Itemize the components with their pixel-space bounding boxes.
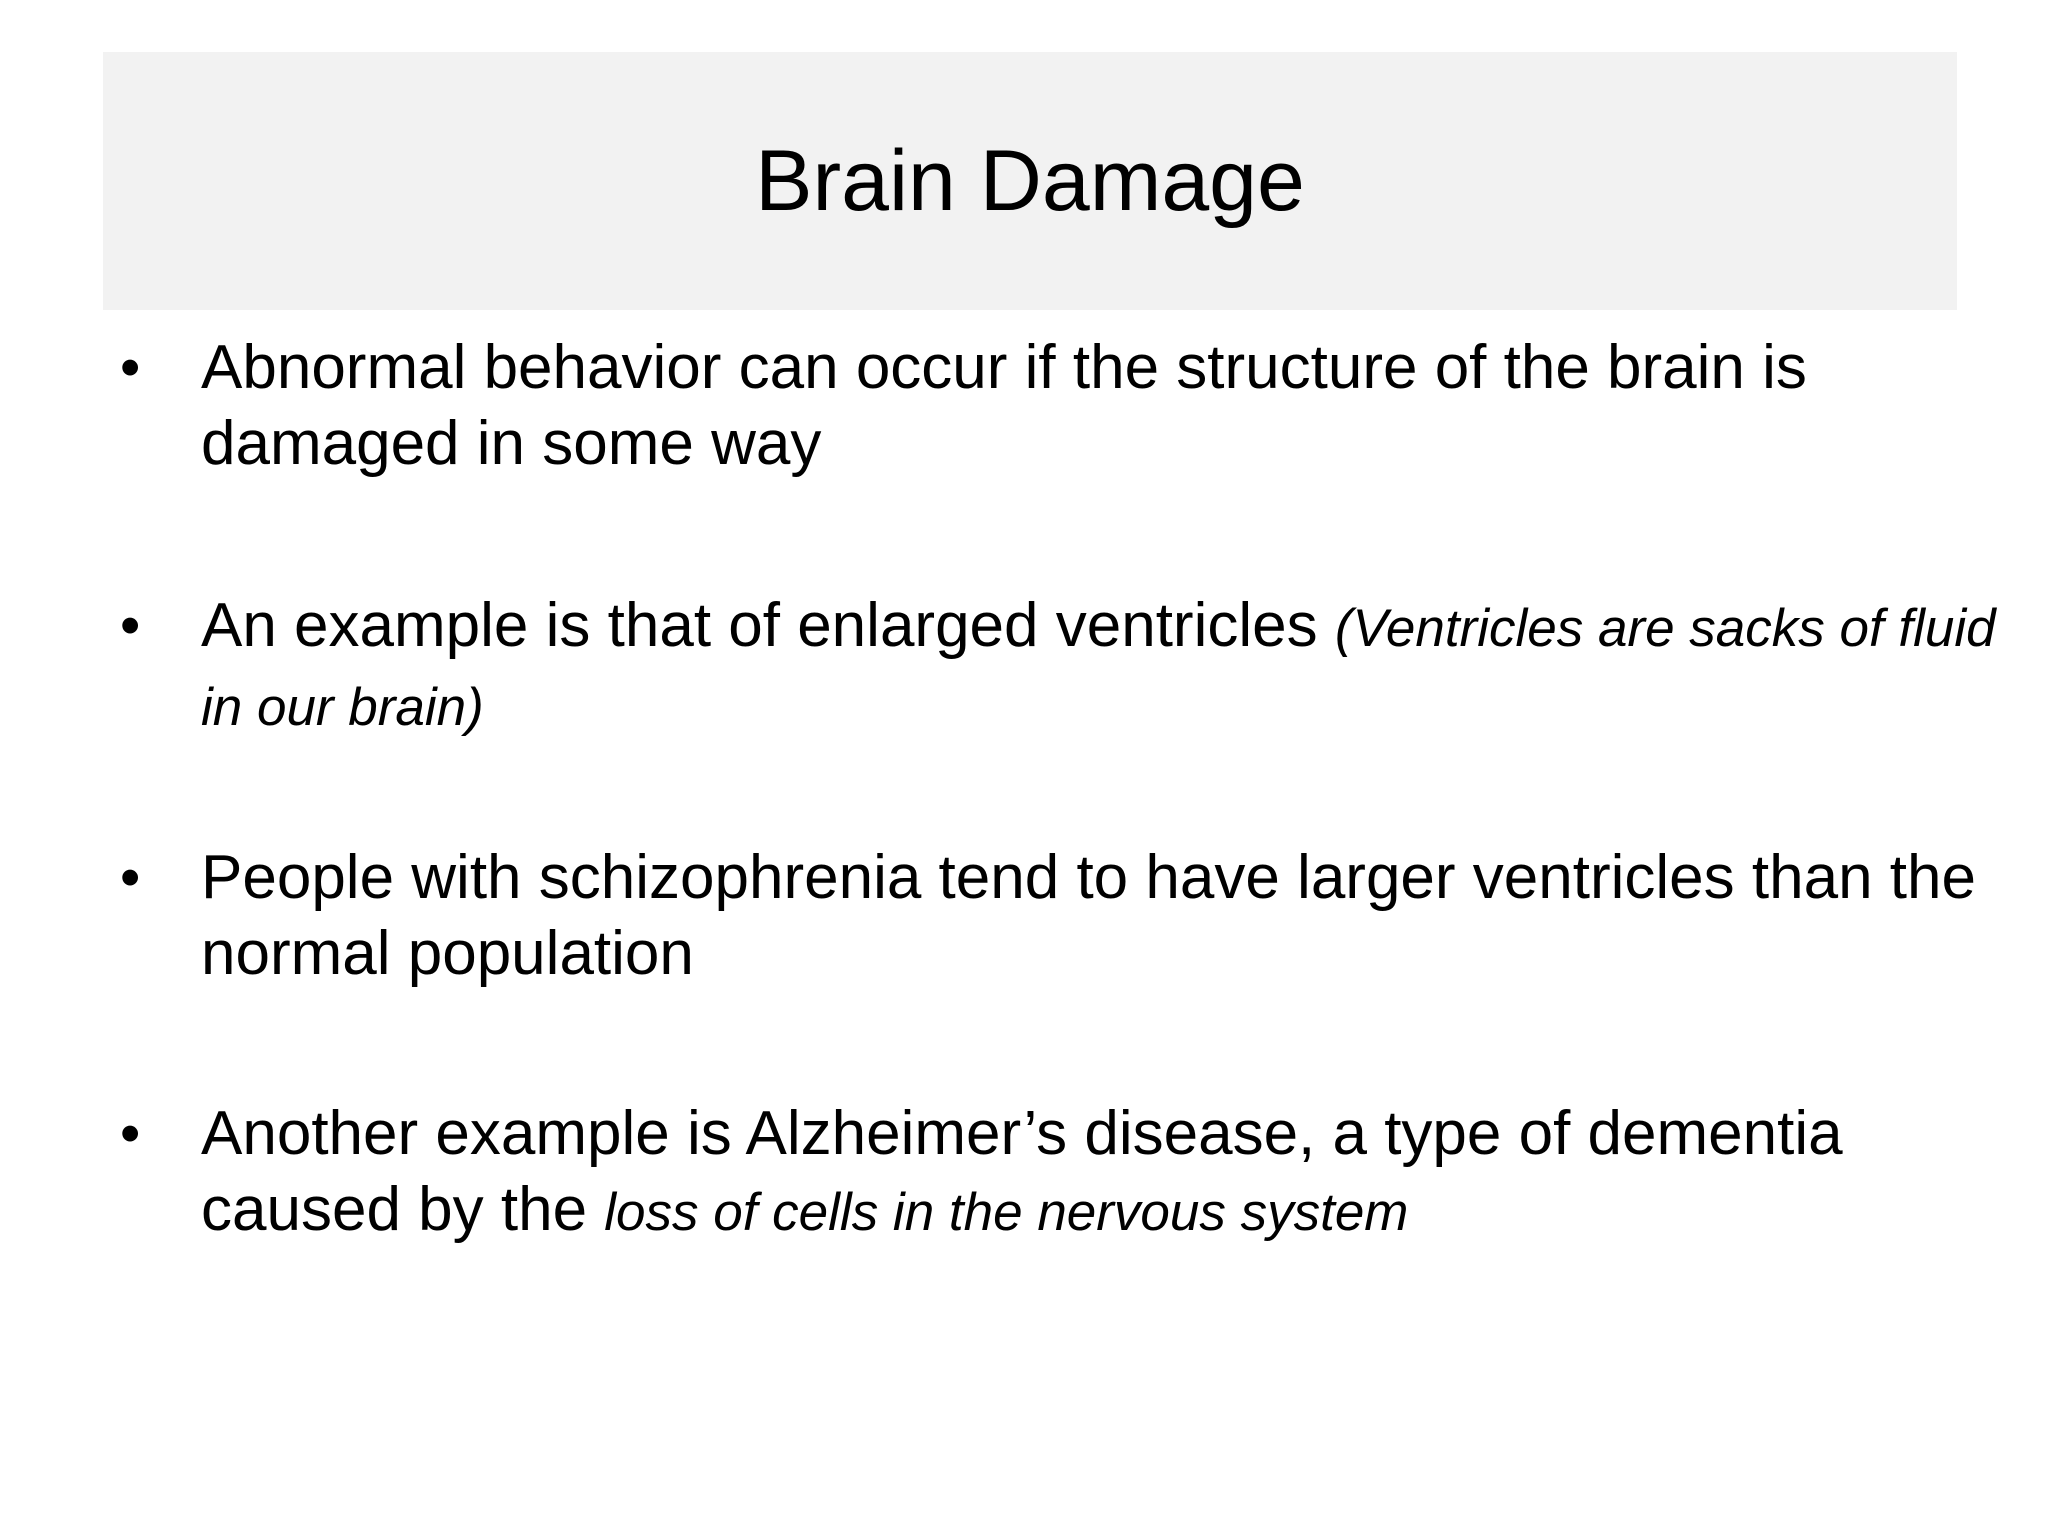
bullet-icon: • xyxy=(120,593,141,658)
bullet-text-regular: Abnormal behavior can occur if the structure of the brain is damaged in some way xyxy=(201,333,1807,478)
bullet-text-regular: Another example is Alzheimer’s disease, a type of dementia caused by the xyxy=(201,1099,1843,1244)
bullet-text xyxy=(201,330,2031,482)
bullet-text xyxy=(201,1096,2031,1251)
bullet-icon: • xyxy=(120,335,141,400)
bullet-text xyxy=(201,840,2031,992)
bullet-text-regular: People with schizophrenia tend to have larger ventricles than the normal population xyxy=(201,843,1976,988)
bullet-icon: • xyxy=(120,1101,141,1166)
bullet-text-regular: An example is that of enlarged ventricles xyxy=(201,591,1335,660)
bullet-icon: • xyxy=(120,845,141,910)
bullet-text-italic: loss of cells in the nervous system xyxy=(604,1183,1409,1242)
slide-title: Brain Damage xyxy=(755,133,1305,229)
bullet-text-italic: (Ventricles are sacks of fluid in our brain) xyxy=(201,599,1996,737)
bullet-text xyxy=(201,588,2031,746)
